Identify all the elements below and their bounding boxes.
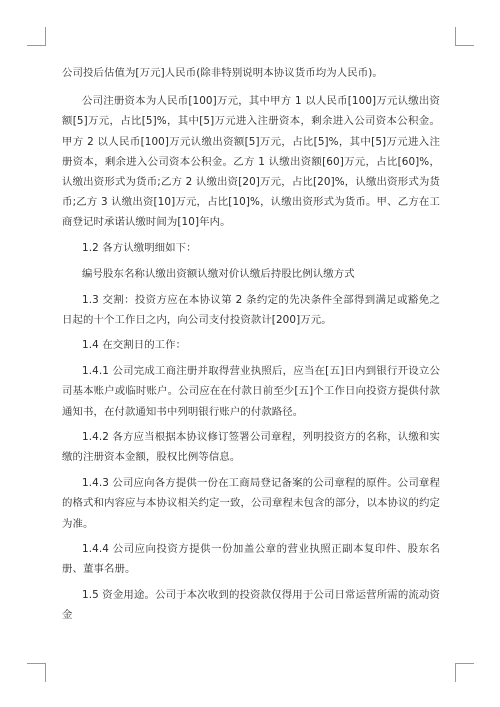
paragraph-subscription-table-header: 编号股东名称认缴出资额认缴对价认缴后持股比例认缴方式	[82, 267, 355, 280]
paragraph-1-4-3: 1.4.3 公司应向各方提供一份在工商局登记备案的公司章程的原件。公司章程的格式和内容应与本协议相关约定一致，公司章程未包含的部分，以本协议的约定为准。	[62, 477, 440, 530]
document-body	[62, 63, 440, 631]
crop-mark-bottom-right	[455, 663, 474, 682]
paragraph-fund-usage: 1.5 资金用途。公司于本次收到的投资款仅得用于公司日常运营所需的流动资金	[62, 589, 440, 622]
paragraph-1-4-4: 1.4.4 公司应向投资方提供一份加盖公章的营业执照正副本复印件、股东名册、董事名册。	[62, 543, 440, 576]
paragraph-valuation: 公司投后估值为[万元]人民币(除非特别说明本协议货币均为人民币)。	[62, 67, 383, 79]
crop-mark-bottom-left	[27, 663, 46, 682]
crop-mark-top-left	[27, 27, 46, 46]
paragraph-subscription-heading: 1.2 各方认缴明细如下：	[82, 242, 197, 255]
paragraph-1-4-1: 1.4.1 公司完成工商注册并取得营业执照后，应当在[五]日内到银行开设立公司基本账户或临时账户。公司应在在付款日前至少[五]个工作日向投资方提供付款通知书，在付款通知书中列明银行账户的付款路径。	[62, 365, 440, 418]
paragraph-closing-day-heading: 1.4 在交割日的工作：	[82, 339, 187, 352]
paragraph-1-4-2: 1.4.2 各方应当根据本协议修订签署公司章程，列明投资方的名称，认缴和实缴的注册资本金额，股权比例等信息。	[62, 431, 440, 464]
paragraph-closing: 1.3 交割：投资方应在本协议第 2 条约定的先决条件全部得到满足或豁免之日起的十个工作日之内，向公司支付投资款计[200]万元。	[62, 293, 440, 326]
paragraph-registered-capital: 公司注册资本为人民币[100]万元，其中甲方 1 以人民币[100]万元认缴出资额[5]万元，占比[5]%，其中[5]万元进入注册资本，剩余进入公司资本公积金。甲方 2 以人民币[100]万元认缴出资额[5]万元，占比[5]%，其中[5]万元进入注册资本，剩余进入公司资本公积金。乙方 1 认缴出资额[60]万元，占比[60]%，认缴出资形式为货币;乙方 2 认缴出资[20]万元，占比[20]%，认缴出资形式为货币;乙方 3 认缴出资[10]万元，占比[10]%，认缴出资形式为货币。甲、乙方在工商登记时承诺认缴时间为[10]年内。	[62, 95, 440, 229]
crop-mark-top-right	[455, 27, 474, 46]
